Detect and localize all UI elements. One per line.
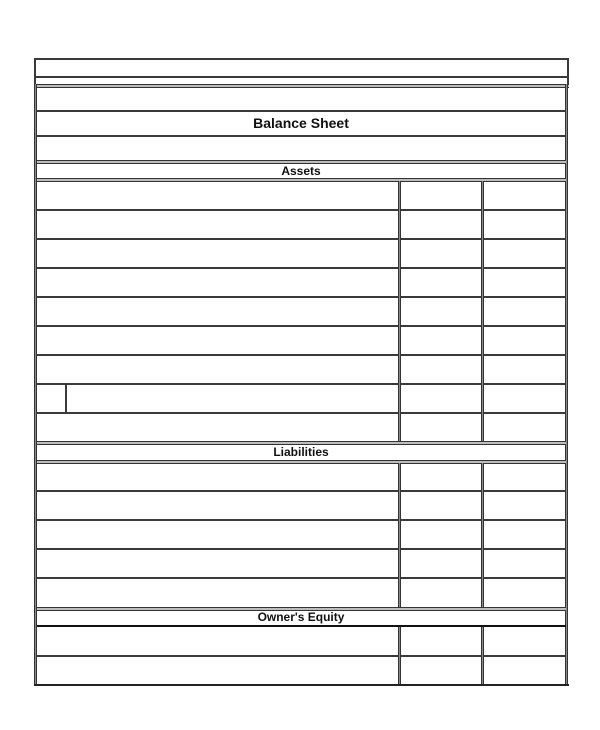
section-header-liabilities: Liabilities — [273, 445, 329, 459]
liabilities-row-line — [37, 548, 566, 550]
assets-row-line — [37, 412, 566, 414]
equity-column-divider-1 — [398, 627, 401, 685]
section-header-assets: Assets — [281, 164, 321, 178]
frame-right-border — [565, 84, 568, 686]
equity-bottom-divider — [37, 625, 566, 627]
section-header-owners-equity: Owner's Equity — [257, 610, 345, 624]
assets-row-line — [37, 267, 566, 269]
assets-row-line — [37, 383, 566, 385]
assets-row-line — [37, 238, 566, 240]
title-top-line — [37, 110, 566, 112]
header-double-divider — [34, 84, 569, 88]
header-divider — [34, 76, 569, 78]
liabilities-row-line — [37, 577, 566, 579]
assets-row-line — [37, 354, 566, 356]
frame-top-border — [34, 58, 569, 60]
liabilities-row-line — [37, 490, 566, 492]
assets-row-line — [37, 325, 566, 327]
assets-indent-divider — [65, 383, 67, 413]
assets-column-divider-2 — [481, 181, 484, 442]
liabilities-column-divider-1 — [398, 463, 401, 608]
assets-row-line — [37, 296, 566, 298]
equity-column-divider-2 — [481, 627, 484, 685]
liabilities-bottom-divider — [37, 460, 566, 464]
liabilities-column-divider-2 — [481, 463, 484, 608]
equity-row-line — [37, 655, 566, 657]
title-bottom-line — [37, 135, 566, 137]
frame-bottom-border — [34, 684, 569, 686]
assets-row-line — [37, 209, 566, 211]
document-title: Balance Sheet — [253, 115, 349, 131]
assets-column-divider-1 — [398, 181, 401, 442]
assets-bottom-divider — [37, 178, 566, 182]
liabilities-row-line — [37, 519, 566, 521]
